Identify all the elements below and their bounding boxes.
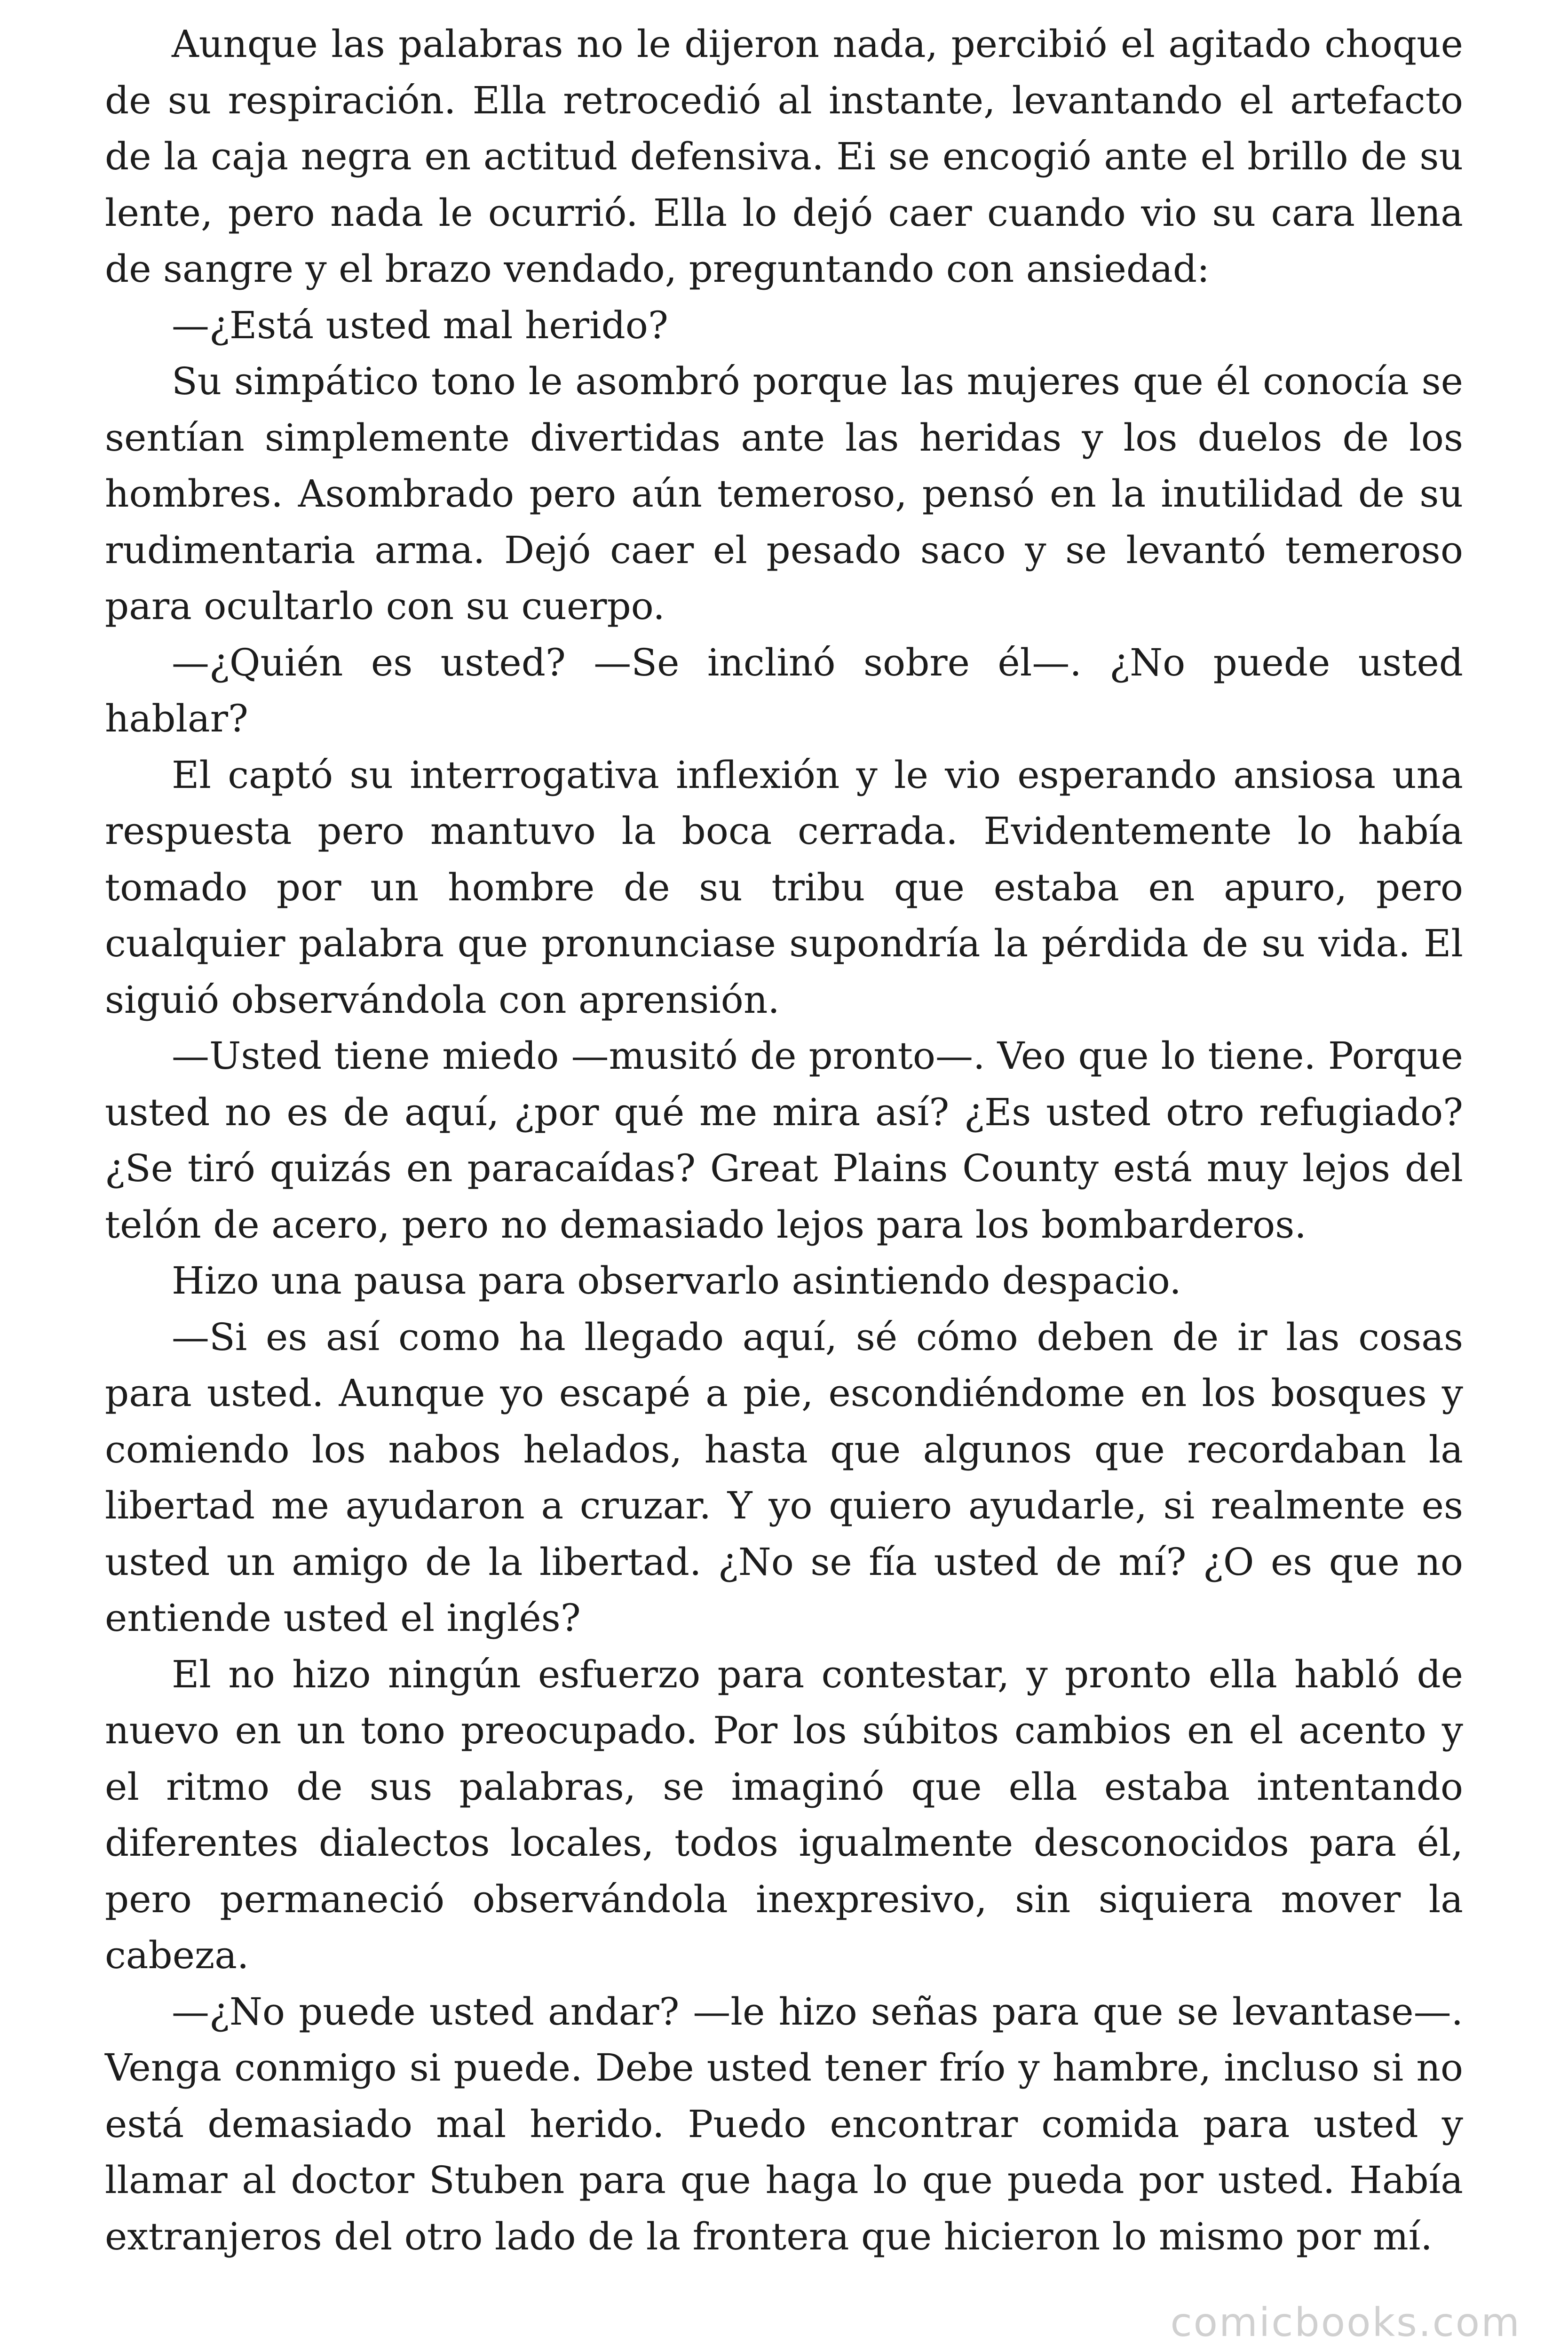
paragraph: Su simpático tono le asombró porque las mujeres que él conocía se sentían simplemente divertidas ante las heridas y los duelos de los hombres. Asombrado pero aún temeroso, pensó en la inutilidad de su rudimentaria arma. Dejó caer el pesado saco y se levantó temeroso para ocultarlo con su cuerpo.: [105, 359, 1463, 628]
watermark: comicbooks.com: [1170, 2299, 1521, 2345]
document-page: [105, 16, 1463, 2265]
paragraph: —Usted tiene miedo —musitó de pronto—. Veo que lo tiene. Porque usted no es de aquí, ¿por qué me mira así? ¿Es usted otro refugiado? ¿Se tiró quizás en paracaídas? Great Plains County está muy lejos del telón de acero, pero no demasiado lejos para los bombarderos.: [105, 1034, 1463, 1247]
paragraph: El captó su interrogativa inflexión y le vio esperando ansiosa una respuesta pero mantuvo la boca cerrada. Evidentemente lo había tomado por un hombre de su tribu que estaba en apuro, pero cualquier palabra que pronunciase supondría la pérdida de su vida. El siguió observándola con aprensión.: [105, 753, 1463, 1022]
paragraph: —¿Está usted mal herido?: [172, 303, 668, 347]
paragraph: Aunque las palabras no le dijeron nada, percibió el agitado choque de su respiración. Ella retrocedió al instante, levantando el artefacto de la caja negra en actitud defensiva. Ei se encogió ante el brillo de su lente, pero nada le ocurrió. Ella lo dejó caer cuando vio su cara llena de sangre y el brazo vendado, preguntando con ansiedad:: [105, 22, 1463, 291]
paragraph: —¿Quién es usted? —Se inclinó sobre él—. ¿No puede usted hablar?: [105, 640, 1463, 740]
paragraph: El no hizo ningún esfuerzo para contestar, y pronto ella habló de nuevo en un tono preocupado. Por los súbitos cambios en el acento y el ritmo de sus palabras, se imaginó que ella estaba intentando diferentes dialectos locales, todos igualmente desconocidos para él, pero permaneció observándola inexpresivo, sin siquiera mover la cabeza.: [105, 1652, 1463, 1977]
paragraph: —¿No puede usted andar? —le hizo señas para que se levantase—. Venga conmigo si puede. Debe usted tener frío y hambre, incluso si no está demasiado mal herido. Puedo encontrar comida para usted y llamar al doctor Stuben para que haga lo que pueda por usted. Había extranjeros del otro lado de la frontera que hicieron lo mismo por mí.: [105, 1989, 1463, 2258]
paragraph: Hizo una pausa para observarlo asintiendo despacio.: [172, 1259, 1181, 1303]
paragraph: —Si es así como ha llegado aquí, sé cómo deben de ir las cosas para usted. Aunque yo escapé a pie, escondiéndome en los bosques y comiendo los nabos helados, hasta que algunos que recordaban la libertad me ayudaron a cruzar. Y yo quiero ayudarle, si realmente es usted un amigo de la libertad. ¿No se fía usted de mí? ¿O es que no entiende usted el inglés?: [105, 1315, 1463, 1640]
